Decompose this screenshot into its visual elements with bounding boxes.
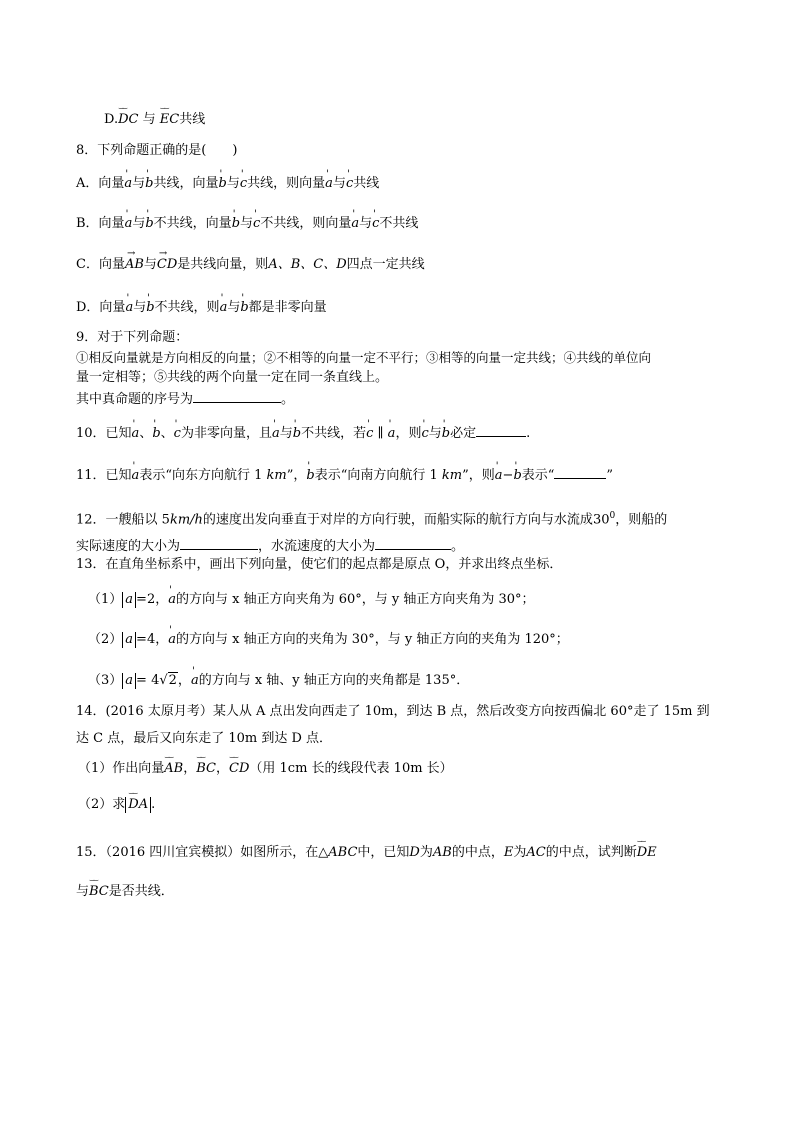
angle: 30 xyxy=(592,512,610,528)
text: 都是非零向量 xyxy=(248,300,327,315)
text: ，则 xyxy=(395,426,422,441)
vector-a: ' a xyxy=(388,426,396,442)
answer-blank[interactable] xyxy=(375,537,451,550)
text: 的速度出发向垂直于对岸的方向行驶，而船实际的航行方向与水流成 xyxy=(202,512,593,528)
vector-b: ' b xyxy=(240,300,248,316)
answer-blank[interactable] xyxy=(193,390,281,403)
triangle-abc: ABC xyxy=(328,845,358,860)
vector-a: ' a xyxy=(132,426,140,442)
text: 的方向与 x 轴正方向夹角为 60°，与 y 轴正方向夹角为 30°； xyxy=(175,592,535,607)
text: 为非零向量，且 xyxy=(180,426,272,441)
abs-a: a xyxy=(122,592,136,608)
text: 与 xyxy=(359,216,373,231)
vector-dc: ⌣⌣ DC xyxy=(118,112,138,128)
q13-part1 xyxy=(88,592,535,608)
text: ， xyxy=(216,761,230,776)
text: 实际速度的大小为 xyxy=(76,539,181,554)
text: 表示“向南方向航行 1 xyxy=(314,468,442,483)
text: 共线，向量 xyxy=(153,176,219,191)
text: 共线 xyxy=(179,112,206,127)
q13-stem: 13．在直角坐标系中，画出下列向量，使它们的起点都是原点 O，并求出终点坐标． xyxy=(76,557,563,572)
vector-a: ' a xyxy=(495,468,503,484)
q15-line2 xyxy=(76,884,174,900)
vector-c: ' c xyxy=(346,176,353,192)
text: 、 xyxy=(160,426,174,441)
text: . xyxy=(151,797,156,812)
text: 四点一定共线 xyxy=(346,257,425,272)
text: 与 xyxy=(279,426,293,441)
vector-da: ⌣⌣ DA xyxy=(128,797,148,813)
vector-a: ' a xyxy=(220,300,228,316)
unit-km: km xyxy=(441,468,463,483)
option-label: D. xyxy=(104,112,119,127)
text: =4， xyxy=(136,632,169,647)
text: A．向量 xyxy=(76,176,125,191)
vector-a: ' a xyxy=(325,176,333,192)
text: 共线 xyxy=(353,176,380,191)
text: （2）求 xyxy=(78,797,126,812)
vector-c: ' c xyxy=(253,216,260,232)
text: ”， xyxy=(286,468,307,483)
text: （1）作出向量 xyxy=(78,761,165,776)
q14-line1: 14．(2016 太原月考）某人从 A 点出发向西走了 10m，到达 B 点，然后改变方向按西偏北 60°走了 15m 到 xyxy=(76,704,710,719)
q8-option-c xyxy=(76,257,425,273)
vector-b: ' b xyxy=(293,426,301,442)
text: 是否共线． xyxy=(108,884,174,899)
text: ， xyxy=(183,761,197,776)
q15-line1 xyxy=(76,845,657,861)
vector-de: ⌣⌣ DE xyxy=(637,845,657,861)
text: 与 xyxy=(428,426,442,441)
text: 与 xyxy=(240,216,254,231)
text: 为 xyxy=(513,845,527,860)
text: C．向量 xyxy=(76,257,125,272)
q8-option-d xyxy=(76,300,327,316)
vector-ab: → AB xyxy=(125,257,144,273)
q14-part2 xyxy=(78,797,155,813)
text: 与 xyxy=(132,176,146,191)
text: 的方向与 x 轴正方向的夹角为 30°，与 y 轴正方向的夹角为 120°； xyxy=(175,632,569,647)
minus-symbol: − xyxy=(502,468,514,483)
answer-blank[interactable] xyxy=(554,466,606,479)
vector-c: ' c xyxy=(372,216,379,232)
q9-line2: 量一定相等；⑤共线的两个向量一定在同一条直线上。 xyxy=(76,370,389,385)
q8-stem: 8．下列命题正确的是( ) xyxy=(76,143,238,158)
text: = 4 xyxy=(136,673,160,688)
q11 xyxy=(76,466,613,484)
vector-cd: ⌣⌣ CD xyxy=(229,761,249,777)
q12-line1 xyxy=(76,508,667,528)
text: 与 xyxy=(227,300,241,315)
q9-line3 xyxy=(76,390,294,408)
sqrt-symbol: √ xyxy=(159,673,168,688)
q7-option-d xyxy=(104,112,205,128)
text: 不共线 xyxy=(379,216,419,231)
vector-bc: ⌣⌣ BC xyxy=(196,761,216,777)
text: 15．（2016 四川宜宾模拟）如图所示，在△ xyxy=(76,845,329,860)
vector-b: ' b xyxy=(152,426,160,442)
text: 为 xyxy=(419,845,433,860)
text: 与 xyxy=(133,300,147,315)
q8-option-b xyxy=(76,216,418,232)
answer-blank[interactable] xyxy=(476,424,526,437)
vector-c: ' c xyxy=(174,426,181,442)
vector-b: ' b xyxy=(232,216,240,232)
vector-b: ' b xyxy=(513,468,521,484)
q12-line2 xyxy=(76,537,464,555)
text: . xyxy=(526,426,531,441)
text: （3） xyxy=(88,673,123,688)
text: 必定 xyxy=(450,426,477,441)
text: 与 xyxy=(332,176,346,191)
text: ， xyxy=(177,673,191,688)
q10 xyxy=(76,424,530,442)
text: 的中点， xyxy=(451,845,504,860)
segment-ac: AC xyxy=(526,845,546,860)
text: （2） xyxy=(88,632,123,647)
text: （用 1cm 长的线段代表 10m 长） xyxy=(249,761,453,776)
vector-c: ' c xyxy=(421,426,428,442)
text: 与 xyxy=(143,257,157,272)
vector-cd: → CD xyxy=(157,257,177,273)
text: 与 xyxy=(132,216,146,231)
unit-km: km xyxy=(266,468,287,483)
text: （1） xyxy=(88,592,123,607)
text: 其中真命题的序号为 xyxy=(76,392,194,407)
vector-a: ' a xyxy=(124,176,132,192)
q9-stem: 9．对于下列命题： xyxy=(76,330,189,345)
vector-a: ' a xyxy=(132,468,140,484)
text: ，水流速度的大小为 xyxy=(258,539,376,554)
text: 与 xyxy=(226,176,240,191)
text: B．向量 xyxy=(76,216,125,231)
vector-b: ' b xyxy=(219,176,227,192)
text: 。 xyxy=(281,392,295,407)
q13-part3 xyxy=(88,672,469,689)
vector-c: ' c xyxy=(366,426,373,442)
text: 12．一艘船以 5 xyxy=(76,512,170,528)
vector-bc: ⌣⌣ BC xyxy=(89,884,109,900)
text: 的方向与 x 轴、y 轴正方向的夹角都是 135°． xyxy=(198,673,470,688)
text: 不共线，若 xyxy=(301,426,367,441)
vector-a: ' a xyxy=(168,632,176,648)
q14-line2: 达 C 点，最后又向东走了 10m 到达 D 点． xyxy=(76,731,333,746)
q14-part1 xyxy=(78,761,453,777)
degree-superscript: 0 xyxy=(609,511,616,521)
text: 10．已知 xyxy=(76,426,132,441)
vector-ec: ⌣⌣ EC xyxy=(160,112,179,128)
text: 中，已知 xyxy=(357,845,410,860)
text: 共线，则向量 xyxy=(247,176,326,191)
text: =2， xyxy=(136,592,169,607)
point-d: D xyxy=(409,845,420,860)
vector-a: ' a xyxy=(125,300,133,316)
unit-kmh: km/h xyxy=(169,512,203,528)
abs-a: a xyxy=(122,673,136,689)
text: ” xyxy=(606,468,614,483)
vector-a: ' a xyxy=(191,673,199,689)
text: 是共线向量，则 xyxy=(177,257,269,272)
vector-a: ' a xyxy=(351,216,359,232)
text: 表示“向东方向航行 1 xyxy=(139,468,267,483)
vector-b: ' b xyxy=(306,468,314,484)
text: 的中点，试判断 xyxy=(545,845,637,860)
vector-b: ' b xyxy=(442,426,450,442)
abs-a: a xyxy=(122,632,136,648)
points: A、B、C、D xyxy=(268,257,347,272)
text: ”，则 xyxy=(462,468,495,483)
q13-part2 xyxy=(88,632,569,648)
vector-ab: ⌣⌣ AB xyxy=(164,761,183,777)
text: 与 xyxy=(142,112,156,127)
text: 与 xyxy=(76,884,90,899)
text: D．向量 xyxy=(76,300,126,315)
q9-line1: ①相反向量就是方向相反的向量；②不相等的向量一定不平行；③相等的向量一定共线；④共线的单位向 xyxy=(76,350,652,365)
parallel-symbol: ∥ xyxy=(377,426,384,441)
text: 表示“ xyxy=(521,468,555,483)
segment-ab: AB xyxy=(432,845,452,860)
text: 。 xyxy=(451,539,465,554)
text: 11．已知 xyxy=(76,468,132,483)
q8-option-a xyxy=(76,176,379,192)
vector-a: ' a xyxy=(168,592,176,608)
text: ，则船的 xyxy=(615,512,668,528)
vector-b: ' b xyxy=(146,300,154,316)
vector-b: ' b xyxy=(145,216,153,232)
vector-c: ' c xyxy=(240,176,247,192)
vector-b: ' b xyxy=(145,176,153,192)
text: 不共线，向量 xyxy=(153,216,232,231)
text: 、 xyxy=(139,426,153,441)
radicand: 2 xyxy=(168,673,177,688)
vector-a: ' a xyxy=(125,216,133,232)
vector-a: ' a xyxy=(272,426,280,442)
text: 不共线，则向量 xyxy=(260,216,352,231)
answer-blank[interactable] xyxy=(180,537,258,550)
point-e: E xyxy=(503,845,514,860)
text: 不共线，则 xyxy=(154,300,220,315)
